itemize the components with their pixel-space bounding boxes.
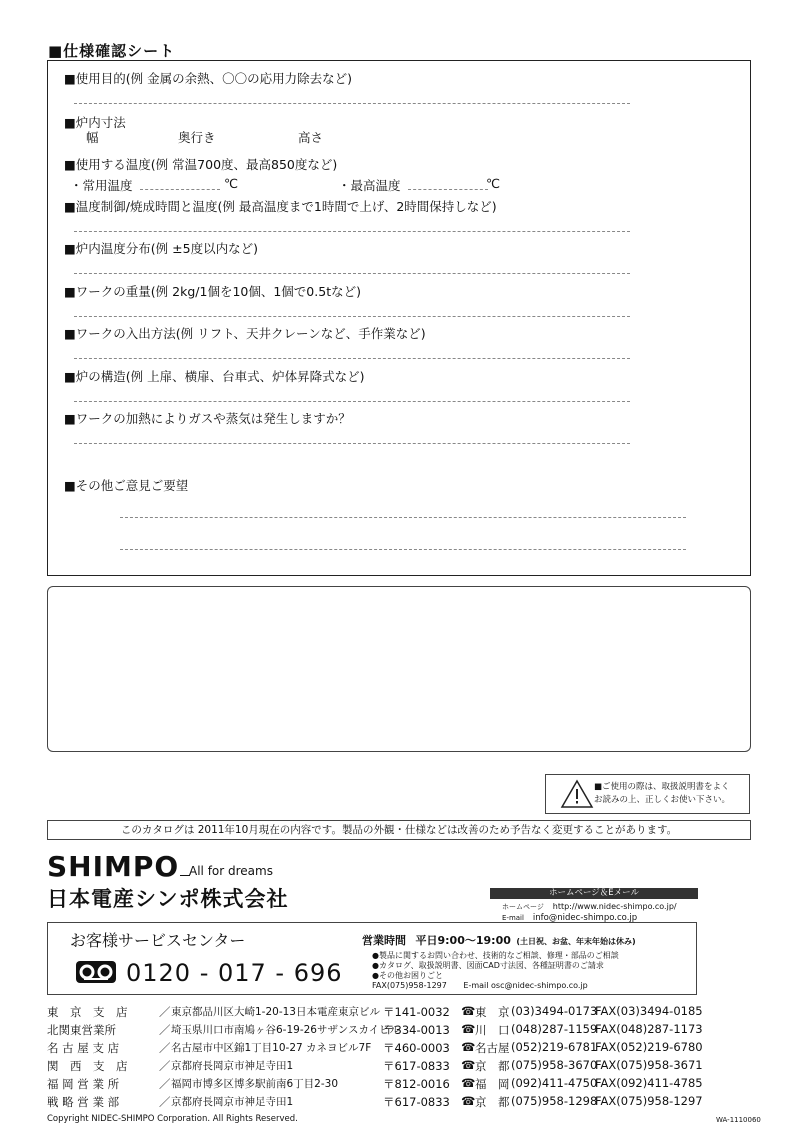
dim-depth-label: 奥行き (178, 130, 216, 145)
office-fax: FAX(092)411-4785 (595, 1076, 703, 1090)
office-tel: (048)287-1159 (511, 1022, 598, 1036)
home-url-link[interactable]: http://www.nidec-shimpo.co.jp/ (552, 902, 677, 911)
office-zip: 〒141-0032 (383, 1005, 450, 1019)
office-address: 名古屋市中区錦1丁目10-27 カネヨビル7F (171, 1042, 372, 1054)
question-structure: ■炉の構造(例 上扉、横扉、台車式、炉体昇降式など) (64, 369, 365, 384)
document-code: WA-1110060 (716, 1116, 761, 1124)
answer-line-other-1[interactable] (120, 517, 686, 518)
dealer-notes-box (47, 586, 751, 752)
office-name: 福 岡 営 業 所 (47, 1077, 120, 1091)
office-fax: FAX(075)958-1297 (595, 1094, 703, 1108)
office-fax: FAX(03)3494-0185 (595, 1004, 703, 1018)
office-sep: ／ (159, 1005, 171, 1019)
phone-icon: ☎ (461, 1022, 476, 1036)
office-name: 名 古 屋 支 店 (47, 1041, 120, 1055)
phone-icon: ☎ (461, 1094, 476, 1108)
answer-line-gas[interactable] (74, 443, 630, 444)
question-temperature: ■使用する温度(例 常温700度、最高850度など) (64, 157, 338, 172)
phone-icon: ☎ (461, 1004, 476, 1018)
tagline: All for dreams (189, 864, 273, 878)
warning-text: ■ご使用の際は、取扱説明書をよく お読みの上、正しくお使い下さい。 (594, 782, 731, 805)
office-sep: ／ (159, 1077, 171, 1091)
home-label: ホームページ (502, 903, 544, 911)
office-sep: ／ (159, 1023, 171, 1037)
freedial-icon (76, 961, 116, 983)
web-header: ホームページ＆Eメール (490, 888, 698, 899)
freedial-number[interactable]: 0120 - 017 - 696 (126, 959, 343, 987)
office-fax: FAX(075)958-3671 (595, 1058, 703, 1072)
answer-line-purpose[interactable] (74, 103, 630, 104)
office-city: 東 京 (475, 1005, 510, 1019)
normal-temp-label: ・常用温度 (70, 178, 133, 193)
office-sep: ／ (159, 1095, 171, 1109)
answer-line-distribution[interactable] (74, 273, 630, 274)
answer-line-structure[interactable] (74, 401, 630, 402)
question-distribution: ■炉内温度分布(例 ±5度以内など) (64, 241, 258, 256)
office-address: 埼玉県川口市南鳩ヶ谷6-19-26サザンスカイビル (171, 1024, 401, 1036)
question-dimensions: ■炉内寸法 (64, 115, 126, 130)
normal-temp-field[interactable] (140, 189, 220, 190)
service-item: ●その他お困りごと (372, 971, 443, 980)
spec-form (47, 60, 751, 576)
office-sep: ／ (159, 1059, 171, 1073)
office-name: 戦 略 営 業 部 (47, 1095, 120, 1109)
answer-line-other-2[interactable] (120, 549, 686, 550)
office-zip: 〒334-0013 (383, 1023, 450, 1037)
max-temp-field[interactable] (408, 189, 488, 190)
question-other: ■その他ご意見ご要望 (64, 478, 189, 493)
question-handling: ■ワークの入出方法(例 リフト、天井クレーンなど、手作業など) (64, 326, 426, 341)
normal-temp-unit: ℃ (224, 176, 239, 191)
question-gas: ■ワークの加熱によりガスや蒸気は発生しますか？ (64, 411, 351, 426)
max-temp-unit: ℃ (486, 176, 501, 191)
company-name: 日本電産シンポ株式会社 (47, 887, 289, 911)
copyright: Copyright NIDEC-SHIMPO Corporation. All Rights Reserved. (47, 1114, 298, 1124)
office-tel: (092)411-4750 (511, 1076, 598, 1090)
safety-warning-box (545, 774, 750, 814)
email-label: E-mail (502, 914, 524, 922)
office-zip: 〒460-0003 (383, 1041, 450, 1055)
customer-service-box (47, 922, 697, 995)
shimpo-logo: SHIMPO (47, 850, 180, 883)
service-fax: FAX(075)958-1297 (372, 981, 447, 990)
office-name: 北関東営業所 (47, 1023, 116, 1037)
service-email[interactable]: E-mail osc@nidec-shimpo.co.jp (463, 981, 588, 990)
service-title: お客様サービスセンター (70, 931, 246, 950)
office-address: 東京都品川区大崎1-20-13日本電産東京ビル (171, 1006, 380, 1018)
phone-icon: ☎ (461, 1076, 476, 1090)
office-zip: 〒617-0833 (383, 1095, 450, 1109)
dim-height-label: 高さ (298, 130, 324, 145)
answer-line-handling[interactable] (74, 358, 630, 359)
office-zip: 〒617-0833 (383, 1059, 450, 1073)
phone-icon: ☎ (461, 1040, 476, 1054)
office-address: 福岡市博多区博多駅前南6丁目2-30 (171, 1078, 339, 1090)
max-temp-label: ・最高温度 (338, 178, 401, 193)
business-hours: 営業時間 平日9:00～19:00 (土日祝、お盆、年末年始は休み) (362, 934, 636, 947)
office-address: 京都府長岡京市神足寺田1 (171, 1060, 294, 1072)
service-item: ●カタログ、取扱説明書、図面CAD寸法図、各種証明書のご請求 (372, 961, 604, 970)
office-city: 京 都 (475, 1059, 510, 1073)
catalog-note: このカタログは 2011年10月現在の内容です。製品の外観・仕様などは改善のため予告なく変更することがあります。 (47, 820, 751, 840)
warning-triangle-icon (560, 779, 594, 809)
office-city: 川 口 (475, 1023, 510, 1037)
web-contact-box (490, 888, 698, 922)
service-items (372, 951, 619, 991)
office-name: 東 京 支 店 (47, 1005, 128, 1019)
service-item: ●製品に関するお問い合わせ、技術的なご相談、修理・部品のご相談 (372, 951, 619, 960)
freedial-symbol-icon (76, 961, 116, 983)
office-city: 京 都 (475, 1095, 510, 1109)
question-control: ■温度制御/焼成時間と温度(例 最高温度まで1時間で上げ、2時間保持しなど) (64, 199, 497, 214)
office-tel: (03)3494-0173 (511, 1004, 598, 1018)
office-fax: FAX(048)287-1173 (595, 1022, 703, 1036)
dim-width-label: 幅 (86, 130, 99, 145)
office-name: 関 西 支 店 (47, 1059, 128, 1073)
office-tel: (052)219-6781 (511, 1040, 598, 1054)
office-city: 福 岡 (475, 1077, 510, 1091)
answer-line-weight[interactable] (74, 316, 630, 317)
office-zip: 〒812-0016 (383, 1077, 450, 1091)
office-city: 名古屋 (475, 1041, 510, 1055)
office-fax: FAX(052)219-6780 (595, 1040, 703, 1054)
question-purpose: ■使用目的(例 金属の余熱、〇〇の応用力除去など) (64, 71, 353, 86)
office-sep: ／ (159, 1041, 171, 1055)
question-weight: ■ワークの重量(例 2kg/1個を10個、1個で0.5tなど) (64, 284, 361, 299)
answer-line-control[interactable] (74, 231, 630, 232)
office-tel: (075)958-3670 (511, 1058, 598, 1072)
sheet-title: ■仕様確認シート (48, 42, 176, 60)
office-tel: (075)958-1298 (511, 1094, 598, 1108)
email-link[interactable]: info@nidec-shimpo.co.jp (532, 913, 638, 923)
phone-icon: ☎ (461, 1058, 476, 1072)
office-address: 京都府長岡京市神足寺田1 (171, 1096, 294, 1108)
